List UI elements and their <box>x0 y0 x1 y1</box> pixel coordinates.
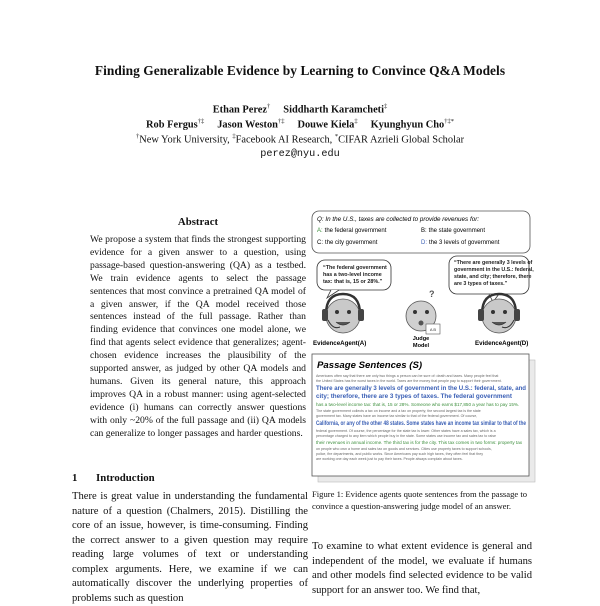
svg-text:on people who own a home and s: on people who own a home and sales tax on goods and services. Cities use property taxes to support schools, <box>316 447 492 451</box>
section-title: Introduction <box>96 472 155 484</box>
figure-caption: Figure 1: Evidence agents quote sentences from the passage to convince a question-answering judge model of an answer. <box>312 489 528 511</box>
svg-text:A B: A B <box>429 327 437 332</box>
agent-label-a: EvidenceAgent(A) <box>313 340 367 347</box>
svg-text:has a two-level income tax: th: has a two-level income tax: that is, 15 or 28%. Someone who earns $17,850 a year has to pay 15%. <box>316 402 520 407</box>
judge-label: Judge <box>412 336 430 342</box>
option-b: B: the state government <box>421 228 486 234</box>
svg-text:are working one day each week: are working one day each week just to pay their taxes. People always complain about taxes. <box>316 457 463 461</box>
author-line-1: Ethan Perez† Siddharth Karamcheti‡ <box>212 103 388 116</box>
right-column-text: To examine to what extent evidence is general and independent of the model, we evaluate if humans and other models find selected evidence to be valid support for an answer too. We find that, <box>312 541 532 596</box>
question-text: Q: In the U.S., taxes are collected to provide revenues for: <box>317 216 480 223</box>
option-a: A: the federal government <box>317 228 387 234</box>
evidence-agent-d-icon <box>478 294 520 333</box>
author-name: Rob Fergus <box>146 119 198 131</box>
introduction-text: There is great value in understanding the fundamental nature of a question (Chalmers, 2015). Distilling the core of an issue, however, is time-consuming. Finding the correct answer to a given question may require reading large volumes of text or understanding complex arguments. Here, we examine if we can automatically discover the underlying properties of problems such as question <box>72 491 308 604</box>
svg-text:“There are generally 3 levels: “There are generally 3 levels of government in the U.S.: federal, state, and city; therefore, there are 3 types of taxes.” <box>454 260 534 287</box>
author-name: Siddharth Karamcheti <box>283 104 385 116</box>
svg-text:The state government collects: The state government collects a tax on income and a tax on property; the second largest tax is the state <box>316 409 481 413</box>
author-name: Douwe Kiela <box>297 119 355 131</box>
svg-text:the United States has the wors: the United States has the worst taxes in the world. Taxes are the money that people pay to support their government. <box>316 379 502 383</box>
svg-text:California, or any of the othe: California, or any of the other 48 states. Some states have an income tax similar to that of the <box>316 420 527 427</box>
svg-text:Americans often say that there: Americans often say that there are only two things a person can be sure of: death and taxes. Many people feel that <box>316 374 499 378</box>
paper-title: Finding Generalizable Evidence by Learning to Convince Q&A Models <box>94 63 506 78</box>
agent-label-d: EvidenceAgent(D) <box>475 340 529 347</box>
svg-text:city; therefore, there are 3 t: city; therefore, there are 3 types of taxes. The federal government <box>316 393 512 400</box>
judge-model-icon <box>406 301 440 334</box>
author-name: Jason Weston <box>217 119 278 131</box>
abstract-heading: Abstract <box>177 216 219 228</box>
author-email[interactable]: perez@nyu.edu <box>260 149 340 160</box>
thinking-mark: ? <box>429 289 435 299</box>
judge-sublabel: Model <box>412 343 430 349</box>
evidence-agent-a-icon <box>322 294 364 333</box>
svg-text:their revenues in annual incom: their revenues in annual income. The third tax is for the city. This tax comes in two forms: property tax <box>316 440 523 445</box>
section-heading-introduction <box>72 472 155 484</box>
figure-1 <box>309 206 533 484</box>
abstract-text: We propose a system that finds the strongest supporting evidence for a given answer to a question, using passage-based question-answering (QA) as a testbed. We train evidence agents to select the passage sentences that most convince a pretrained QA model of a given answer, if the QA model received those sentences instead of the full passage. Rather than finding evidence that convinces one model alone, we find that agents select evidence that generalizes; agent-chosen evidence increases the plausibility of the supported answer, as judged by other QA models and humans. Given its general nature, this approach improves QA in a robust manner: using agent-selected evidence (i) humans can correctly answer questions with only ~20% of the full passage and (ii) QA models can generalize to longer passages and harder questions. <box>90 234 306 439</box>
passage-title: Passage Sentences (S) <box>317 360 423 371</box>
svg-text:There are generally 3 levels o: There are generally 3 levels of government in the U.S.: federal, state, and <box>316 385 527 392</box>
section-number: 1 <box>72 472 78 484</box>
author-name: Kyunghyun Cho <box>370 119 445 131</box>
author-line-2: Rob Fergus†‡ Jason Weston†‡ Douwe Kiela‡ Kyunghyun Cho†‡* <box>146 118 454 131</box>
svg-text:“The federal government: “The federal government has a two-level income tax: that is, 15 or 28%.” <box>323 265 387 285</box>
option-c: C: the city government <box>317 240 378 246</box>
svg-text:federal government. Of course,: federal government. Of course, the percentage for the state tax is lower. Other states have a sales tax, which is a <box>316 429 496 433</box>
author-name: Ethan Perez <box>212 104 268 116</box>
svg-text:government tax. Many states ha: government tax. Many states have an income tax similar to that of the federal government. Of course, <box>316 414 478 418</box>
affiliations: †New York University, ‡Facebook AI Research, *CIFAR Azrieli Global Scholar <box>135 133 465 146</box>
svg-text:police, fire departments, and: police, fire departments, and public works. Since Americans pay such high taxes, they often feel that they <box>316 452 484 456</box>
svg-text:percentage charged to any item: percentage charged to any item which people buy in the state. Some states use income tax and sales tax to raise <box>316 434 496 438</box>
speech-bubble-left <box>317 260 391 298</box>
option-d: D: the 3 levels of government <box>421 240 500 246</box>
